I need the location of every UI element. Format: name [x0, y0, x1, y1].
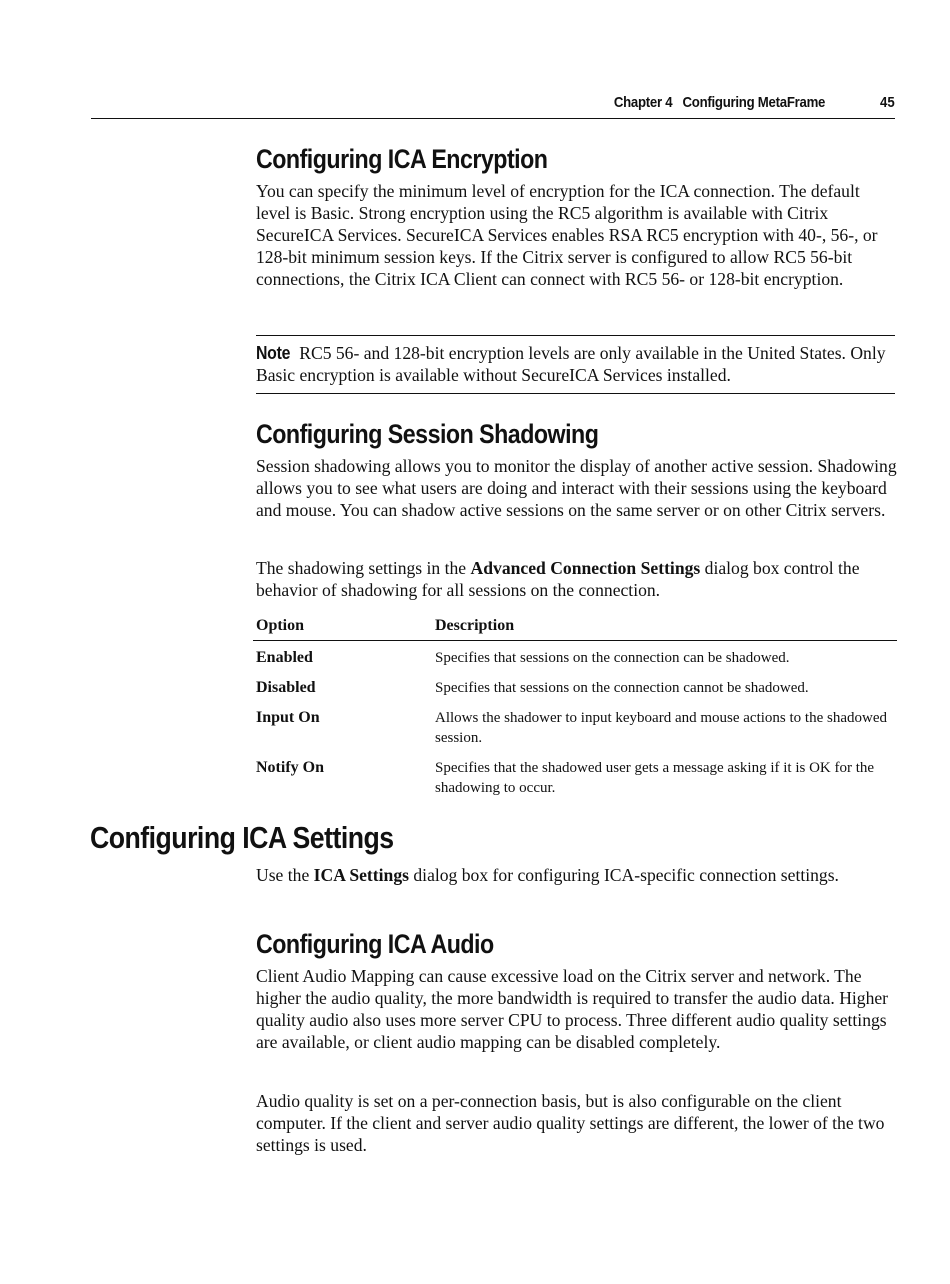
heading-ica-settings: Configuring ICA Settings [90, 820, 394, 855]
note-box [256, 335, 895, 394]
ica-settings-ref: ICA Settings [313, 865, 409, 885]
description-cell: Specifies that the shadowed user gets a message asking if it is OK for the shadowing to occur. [435, 760, 875, 796]
option-cell: Notify On [256, 759, 324, 776]
option-cell: Input On [256, 709, 320, 726]
table-row [253, 700, 897, 750]
table-row [253, 750, 897, 800]
table-row [253, 641, 897, 671]
audio-paragraph-2: Audio quality is set on a per-connection basis, but is also configurable on the client computer. If the client and server audio quality settings are different, the lower of the two settings is used. [256, 1091, 885, 1155]
description-cell: Allows the shadower to input keyboard and mouse actions to the shadowed session. [435, 710, 887, 746]
heading-ica-encryption: Configuring ICA Encryption [256, 144, 548, 174]
shadowing-options-table [253, 617, 897, 800]
ica-settings-paragraph-prefix: Use the [256, 865, 314, 885]
audio-paragraph-1: Client Audio Mapping can cause excessive load on the Citrix server and network. The higher the audio quality, the more bandwidth is required to transfer the audio data. Higher quality audio also uses more server CPU to process. Three different audio quality settings are available, or client audio mapping can be disabled completely. [256, 966, 889, 1052]
page-number: 45 [880, 94, 895, 111]
table-row [253, 670, 897, 700]
encryption-paragraph: You can specify the minimum level of encryption for the ICA connection. The default level is Basic. Strong encryption using the RC5 algorithm is available with Citrix SecureICA Services. SecureICA Services enables RSA RC5 encryption with 40-, 56-, or 128-bit minimum session keys. If the Citrix server is configured to allow RC5 56-bit connections, the Citrix ICA Client can connect with RC5 56- or 128-bit encryption. [256, 181, 878, 289]
option-cell: Disabled [256, 679, 316, 696]
running-header [91, 92, 895, 119]
option-cell: Enabled [256, 649, 313, 666]
shadowing-paragraph-2 [256, 557, 898, 601]
heading-session-shadowing: Configuring Session Shadowing [256, 419, 599, 449]
column-header-description: Description [432, 617, 897, 641]
note-text: RC5 56- and 128-bit encryption levels are only available in the United States. Only Basic encryption is available without SecureICA Services installed. [256, 343, 886, 385]
advanced-connection-settings-ref: Advanced Connection Settings [470, 558, 701, 578]
chapter-title: Chapter 4 Configuring MetaFrame [613, 94, 825, 111]
description-cell: Specifies that sessions on the connection can be shadowed. [435, 650, 790, 666]
description-cell: Specifies that sessions on the connection cannot be shadowed. [435, 680, 809, 696]
shadowing-paragraph-2-prefix: The shadowing settings in the [256, 558, 471, 578]
table-header-row [253, 617, 897, 641]
shadowing-paragraph-2-suffix: dialog box control the behavior of shadowing for all sessions on the connection. [256, 558, 860, 600]
ica-settings-paragraph [256, 864, 898, 886]
note-label: Note [256, 343, 291, 363]
ica-settings-paragraph-suffix: dialog box for configuring ICA-specific connection settings. [408, 865, 839, 885]
shadowing-paragraph-1: Session shadowing allows you to monitor the display of another active session. Shadowing allows you to see what users are doing and interact with their sessions using the keyboard and mouse. You can shadow active sessions on the same server or on other Citrix servers. [256, 456, 897, 520]
heading-ica-audio: Configuring ICA Audio [256, 929, 494, 959]
column-header-option: Option [253, 617, 432, 641]
